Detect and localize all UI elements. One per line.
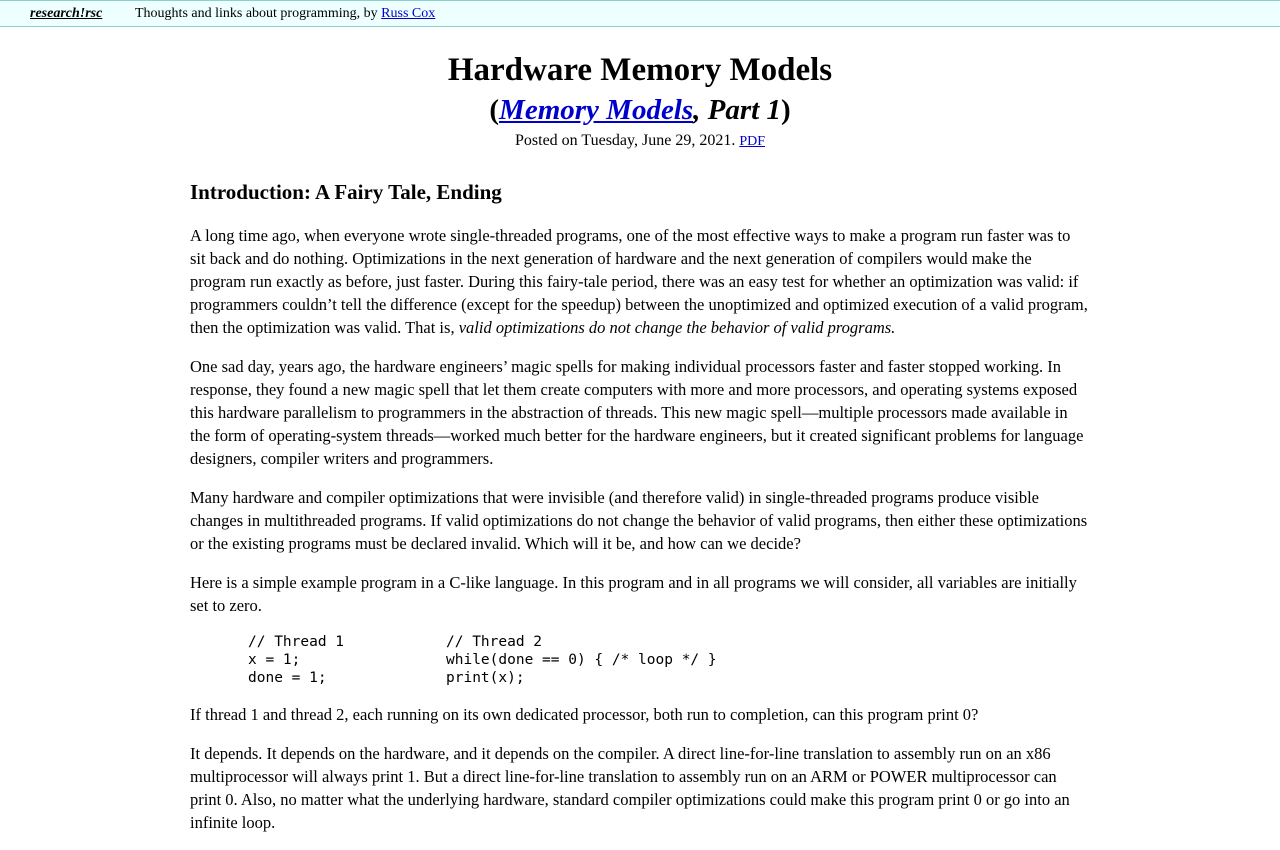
paragraph-5: If thread 1 and thread 2, each running on its own dedicated processor, both run to completion, can this program print 0? <box>190 705 979 724</box>
tagline-text: Thoughts and links about programming, by <box>135 6 382 21</box>
paragraph-6: It depends. It depends on the hardware, and it depends on the compiler. A direct line-for-line translation to assembly run on an x86 multiprocessor will always print 1. But a direct line-for-line translation to assembly run on an ARM or POWER multiprocessor can print 0. Also, no matter what the underlying hardware, standard compiler optimizations could make this program print 0 or go into an infinite loop. <box>190 744 1070 832</box>
code-thread1: done = 1; <box>248 670 327 686</box>
paragraph-1-emphasis: valid optimizations do not change the behavior of valid programs. <box>458 318 896 337</box>
paragraph-3: Many hardware and compiler optimizations that were invisible (and therefore valid) in single-threaded programs produce visible changes in multithreaded programs. If valid optimizations do not change the behavior of valid programs, then either these optimizations or the existing programs must be declared invalid. Which will it be, and how can we decide? <box>190 488 1088 553</box>
section-heading: Introduction: A Fairy Tale, Ending <box>190 180 502 204</box>
code-thread2: // Thread 2 <box>446 634 543 650</box>
paragraph-1 <box>190 224 1090 339</box>
paragraph-4: Here is a simple example program in a C-like language. In this program and in all programs we will consider, all variables are initially set to zero. <box>190 573 1077 615</box>
page-title: Hardware Memory Models <box>447 52 833 88</box>
subtitle-open-paren: ( <box>489 94 500 126</box>
article-body <box>190 178 1090 850</box>
paragraph-2: One sad day, years ago, the hardware engineers’ magic spells for making individual processors faster and faster stopped working. In response, they found a new magic spell that let them create computers with more and more processors, and operating systems exposed this hardware parallelism to programmers in the abstraction of threads. This new magic spell—multiple processors made available in the form of operating-system threads—worked much better for the hardware engineers, but it created significant problems for language designers, compiler writers and programmers. <box>190 357 1084 468</box>
article-header <box>0 50 1280 153</box>
posted-date <box>0 130 1280 153</box>
series-link[interactable]: Memory Models <box>499 94 694 126</box>
code-thread2: while(done == 0) { /* loop */ } <box>446 652 717 668</box>
code-thread1: x = 1; <box>248 652 301 668</box>
paragraph-1-text: A long time ago, when everyone wrote single-threaded programs, one of the most effective ways to make a program run faster was to sit back and do nothing. Optimizations in the next generation of hardware and the next generation of compilers would make the program run exactly as before, just faster. During this fairy-tale period, there was an easy test for whether an optimization was valid: if programmers couldn’t tell the difference (except for the speedup) between the unoptimized and optimized execution of a valid program, then the optimization was valid. That is, <box>190 226 1088 337</box>
code-line <box>248 633 1090 651</box>
series-subtitle <box>0 90 1280 130</box>
code-line <box>248 669 1090 687</box>
code-thread1: // Thread 1 <box>248 634 345 650</box>
subtitle-part: , Part 1 <box>693 94 781 126</box>
code-line <box>248 651 1090 669</box>
author-link[interactable]: Russ Cox <box>381 6 436 21</box>
subtitle-close-paren: ) <box>780 94 791 126</box>
pdf-link[interactable]: PDF <box>739 134 765 149</box>
site-tagline <box>135 6 435 22</box>
posted-text: Posted on Tuesday, June 29, 2021. <box>515 132 740 149</box>
code-thread2: print(x); <box>446 670 525 686</box>
site-header-bar <box>0 0 1280 27</box>
site-brand-link[interactable]: research!rsc <box>30 6 103 21</box>
code-block <box>248 633 1090 687</box>
